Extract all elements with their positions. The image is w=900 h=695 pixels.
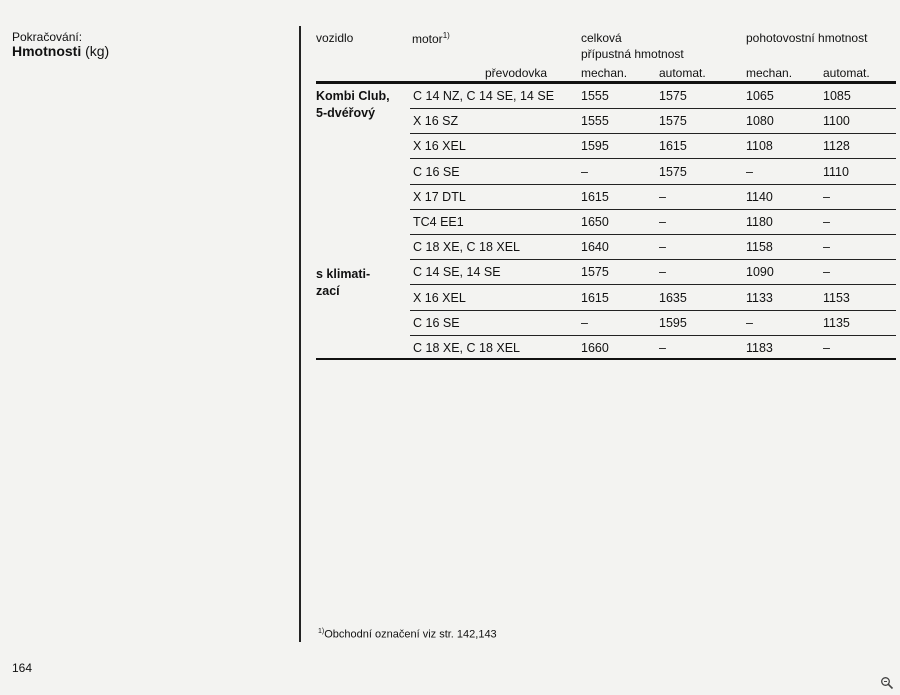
cell-m1: 1575	[581, 265, 609, 280]
page-title	[12, 43, 109, 59]
header-pripustna: přípustná hmotnost	[581, 47, 684, 61]
cell-motor: C 18 XE, C 18 XEL	[413, 240, 521, 255]
cell-a2: 1110	[823, 164, 849, 179]
cell-a2: 1085	[823, 89, 851, 103]
table-row	[410, 84, 896, 109]
cell-a2: 1100	[823, 114, 850, 129]
cell-a1: –	[659, 265, 666, 280]
vehicle-group-klimatizace	[316, 266, 370, 300]
cell-motor: C 14 SE, 14 SE	[413, 265, 501, 280]
vehicle-group-kombi	[316, 88, 390, 122]
cell-m1: 1640	[581, 240, 609, 255]
table-row	[410, 185, 896, 210]
cell-motor: C 18 XE, C 18 XEL	[413, 341, 521, 355]
cell-a2: 1128	[823, 139, 850, 154]
cell-a2: –	[823, 341, 830, 355]
table-row	[410, 109, 896, 134]
table-row	[410, 235, 896, 260]
header-mechan-2: mechan.	[746, 66, 793, 80]
cell-m2: –	[746, 164, 753, 179]
header-automat-1: automat.	[659, 66, 706, 80]
cell-a2: –	[823, 265, 830, 280]
vehicle-group-kombi-line1: Kombi Club,	[316, 89, 390, 103]
cell-motor: X 17 DTL	[413, 189, 466, 204]
header-celkova: celková	[581, 31, 622, 45]
cell-motor: C 16 SE	[413, 164, 460, 179]
continuation-label: Pokračování:	[12, 30, 83, 44]
cell-m2: 1183	[746, 341, 773, 355]
header-motor	[412, 31, 450, 46]
page-number: 164	[12, 661, 33, 675]
cell-a1: 1575	[659, 164, 687, 179]
cell-m1: 1660	[581, 341, 609, 355]
header-vozidlo: vozidlo	[316, 31, 354, 45]
cell-a1: 1575	[659, 89, 687, 103]
cell-m1: 1555	[581, 89, 609, 103]
cell-a1: 1615	[659, 139, 687, 154]
cell-m2: 1140	[746, 189, 773, 204]
header-prevodovka: převodovka	[485, 66, 548, 80]
table-row	[410, 210, 896, 235]
cell-a1: 1635	[659, 290, 687, 305]
cell-m2: 1090	[746, 265, 774, 280]
cell-motor: X 16 SZ	[413, 114, 459, 129]
table-bottom-rule	[316, 358, 896, 360]
cell-m2: 1180	[746, 215, 773, 229]
cell-m1: –	[581, 164, 588, 179]
cell-m1: 1615	[581, 290, 609, 305]
cell-a1: –	[659, 341, 666, 355]
vehicle-group-kombi-line2: 5-dvéřový	[316, 106, 376, 120]
cell-m2: 1080	[746, 114, 774, 129]
cell-a2: –	[823, 240, 830, 255]
vehicle-group-klimatizace-line2: zací	[316, 284, 340, 298]
cell-m2: 1065	[746, 89, 774, 103]
cell-m1: 1555	[581, 114, 609, 129]
cell-m1: 1595	[581, 139, 609, 154]
cell-motor: X 16 XEL	[413, 290, 466, 305]
footnote	[318, 628, 497, 641]
header-pohotovostni: pohotovostní hmotnost	[746, 31, 868, 45]
column-divider	[299, 26, 301, 642]
cell-m2: 1133	[746, 290, 773, 305]
cell-a2: 1135	[823, 315, 850, 330]
vehicle-group-klimatizace-line1: s klimati-	[316, 267, 371, 281]
cell-m2: –	[746, 315, 753, 330]
cell-motor: C 14 NZ, C 14 SE, 14 SE	[413, 89, 555, 103]
table-row	[410, 260, 896, 285]
header-motor-text: motor	[412, 32, 443, 46]
cell-a1: –	[659, 189, 666, 204]
table-row	[410, 134, 896, 159]
cell-a2: –	[823, 189, 830, 204]
header-mechan-1: mechan.	[581, 66, 628, 80]
cell-m2: 1158	[746, 240, 773, 255]
cell-m1: 1615	[581, 189, 609, 204]
cell-m1: 1650	[581, 215, 609, 229]
cell-a1: –	[659, 240, 666, 255]
cell-a1: –	[659, 215, 666, 229]
header-motor-footnote-ref: 1)	[442, 31, 450, 40]
table-row	[410, 160, 896, 185]
footnote-marker: 1)	[318, 628, 325, 635]
header-automat-2: automat.	[823, 66, 870, 80]
title-text: Hmotnosti	[12, 43, 82, 59]
zoom-icon[interactable]	[880, 676, 894, 690]
cell-a1: 1575	[659, 114, 687, 129]
cell-motor: C 16 SE	[413, 315, 460, 330]
footnote-text: Obchodní označení viz str. 142,143	[324, 628, 497, 641]
cell-motor: TC4 EE1	[413, 215, 464, 229]
table-row	[410, 311, 896, 336]
cell-a2: –	[823, 215, 830, 229]
cell-m1: –	[581, 315, 588, 330]
cell-a2: 1153	[823, 290, 850, 305]
table-row	[410, 286, 896, 311]
title-unit: (kg)	[85, 43, 110, 59]
cell-a1: 1595	[659, 315, 687, 330]
cell-motor: X 16 XEL	[413, 139, 466, 154]
cell-m2: 1108	[746, 139, 773, 154]
